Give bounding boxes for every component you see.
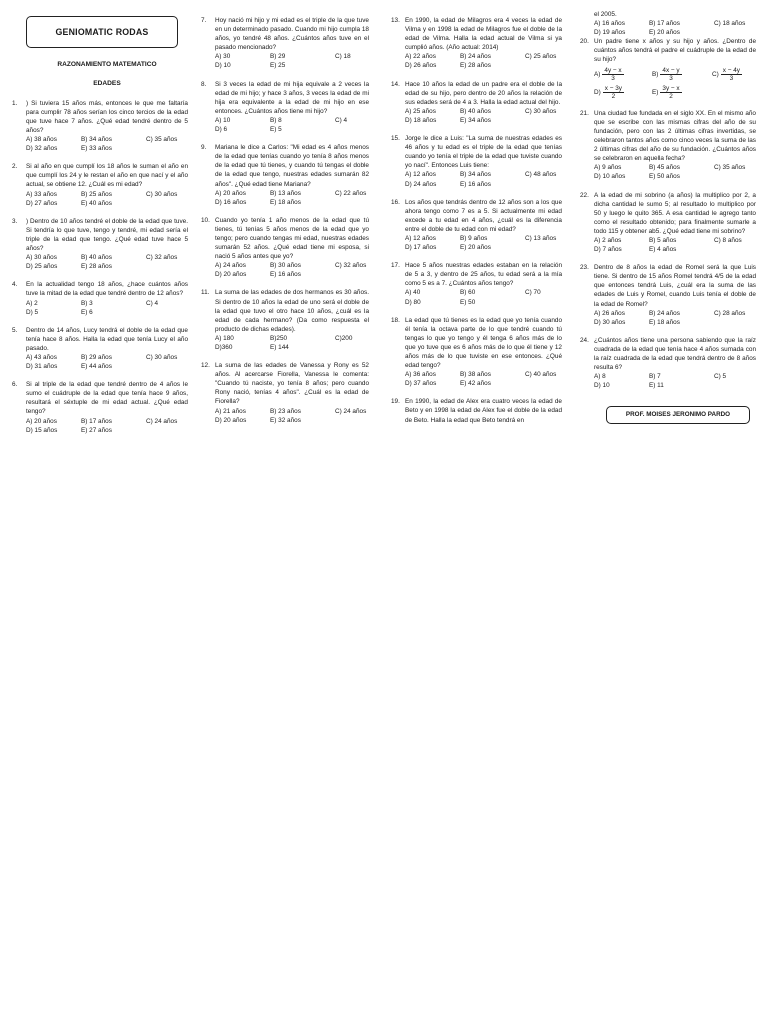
answer-options [26, 299, 188, 317]
answer-option: A) 9 años [594, 164, 622, 172]
fraction-numerator: 4y − x [604, 66, 622, 74]
answer-option: A) 2 años [594, 236, 622, 244]
answer-option: C) 40 años [525, 371, 557, 379]
answer-option: E) 16 años [270, 271, 301, 279]
answer-option: C)200 [335, 334, 353, 342]
answer-options [405, 234, 562, 252]
answer-option: B) 8 [270, 116, 282, 124]
topic-heading: EDADES [93, 80, 121, 88]
answer-option: B) 34 años [460, 171, 491, 179]
answer-option: A) 30 [215, 53, 231, 61]
column-2 [201, 16, 369, 434]
answer-option: C) 18 [335, 53, 351, 61]
answer-option: B) 30 años [270, 262, 301, 270]
answer-option: E) 32 años [270, 416, 301, 424]
answer-option: A) 20 años [26, 417, 57, 425]
author-box [606, 406, 750, 424]
answer-option: A) 21 años [215, 407, 246, 415]
answer-option: C) 48 años [525, 171, 557, 179]
answer-option: D) 20 años [215, 416, 247, 424]
question-21 [580, 109, 756, 182]
option-letter: E) [652, 88, 659, 96]
question-number: 4. [12, 281, 18, 289]
question-5 [12, 326, 188, 371]
answer-option: E) 50 [460, 298, 476, 306]
question-10 [201, 216, 369, 280]
author-name: PROF. MOISES JERONIMO PARDO [625, 410, 731, 418]
fraction [603, 85, 624, 100]
question-text: ) Si tuviera 15 años más, entonces le que me faltaría para cumplir 78 años serían los cinco tercios de la edad que tuve hace 7 años. ¿Qué edad tendré dentro de 5 años? [26, 99, 188, 134]
answer-option: B) 24 años [460, 53, 491, 61]
answer-option: B) 24 años [649, 309, 680, 317]
answer-option: C) 25 años [525, 53, 557, 61]
answer-option: C) 35 años [146, 136, 178, 144]
answer-option: D) 27 años [26, 199, 58, 207]
answer-option: E) 44 años [81, 363, 112, 371]
answer-option: C) 4 [335, 116, 348, 124]
answer-option: B) 7 [649, 373, 661, 381]
answer-options [215, 407, 369, 425]
question-number: 14. [391, 80, 400, 88]
option-letter: A) [594, 70, 601, 78]
answer-options [405, 107, 562, 125]
answer-option: E) 16 años [460, 180, 491, 188]
answer-options [26, 353, 188, 371]
fraction-option [712, 67, 762, 82]
question-text: La suma de las edades de Vanessa y Rony es 52 años. Al acercarse Fiorella, Vanessa le comenta: "Cuando tú naciste, yo tenía 8 años; pero cuando Rony nació, tenías 4 años". ¿Cuál es la edad de Fiorella? [215, 362, 369, 406]
question-text: ) Dentro de 10 años tendré el doble de la edad que tuve. Si tendría lo que tuve, tengo y tendré, mi edad sería el triple de la edad que tengo. ¿Qué edad tuve hace 5 años? [26, 217, 188, 253]
question-number: 11. [201, 289, 210, 297]
fraction-numerator: 4x − y [662, 66, 680, 74]
answer-options [215, 189, 369, 207]
answer-option: D) 80 [405, 298, 421, 306]
answer-options [405, 370, 562, 388]
question-17 [391, 261, 562, 306]
answer-options [215, 116, 369, 134]
answer-option: D) 20 años [215, 271, 247, 279]
answer-option: A) 33 años [26, 190, 57, 198]
fraction-numerator: x − 4y [722, 66, 740, 74]
answer-option: B) 45 años [649, 164, 680, 172]
exam-page [0, 10, 768, 1014]
answer-option: C) 24 años [146, 417, 178, 425]
question-number: 2. [12, 163, 18, 171]
option-letter: D) [594, 88, 601, 96]
fraction-option [594, 85, 652, 100]
fraction-denominator: 3 [669, 74, 673, 82]
option-letter: B) [652, 70, 659, 78]
answer-option: A) 22 años [405, 53, 436, 61]
answer-options [26, 253, 188, 271]
option-letter: C) [712, 70, 719, 78]
answer-options [215, 261, 369, 279]
question-text: Dentro de 14 años, Lucy tendrá el doble de la edad que tenía hace 8 años. Halla la edad que tenía Lucy el año pasado. [26, 326, 188, 352]
question-number: 7. [201, 17, 207, 24]
answer-option: D) 26 años [405, 62, 437, 70]
answer-option: D) 37 años [405, 380, 437, 388]
question-number: 15. [391, 135, 400, 143]
answer-option: D) 10 años [594, 173, 626, 181]
answer-option: E) 18 años [270, 198, 301, 206]
question-number: 21. [580, 109, 589, 117]
question-number: 8. [201, 80, 207, 88]
answer-option: A) 20 años [215, 189, 246, 197]
answer-option: E) 25 [270, 62, 286, 70]
question-14 [391, 80, 562, 125]
answer-option: D) 24 años [405, 180, 437, 188]
answer-option: E) 11 [649, 382, 664, 390]
answer-option: D) 7 años [594, 246, 622, 254]
answer-option: E) 5 [270, 126, 282, 134]
question-number: 3. [12, 217, 18, 225]
answer-option: A) 12 años [405, 234, 436, 242]
answer-option: D) 15 años [26, 426, 58, 434]
answer-option: E) 28 años [460, 62, 491, 70]
question-text: Si al año en que cumplí los 18 años le suman el año en que cumplí los 24 y le restan el año en que nací y el año actual, se obtiene 12. ¿Cuál es mi edad? [26, 163, 188, 189]
question-text: Si 3 veces la edad de mi hija equivale a 2 veces la edad de mi hijo; y hace 3 años, 3 veces la edad de mi hija era equivalente a la edad de mi hijo en ese entonces. ¿Cuántos años tiene mi hijo? [215, 80, 369, 115]
answer-option: A) 24 años [215, 262, 246, 270]
answer-option: B)250 [270, 334, 288, 342]
answer-option: C) 35 años [714, 164, 746, 172]
answer-option: D) 6 [215, 126, 228, 134]
question-16 [391, 198, 562, 253]
answer-option: A) 25 años [405, 107, 436, 115]
question-text: Hace 10 años la edad de un padre era el doble de la edad de su hijo, pero dentro de 20 años la relación de sus edades será de 4 a 3. Halla la edad actual del hijo. [405, 80, 562, 106]
answer-options [594, 372, 756, 390]
question-text: En la actualidad tengo 18 años, ¿hace cuántos años tuve la mitad de la edad que tendré dentro de 12 años? [26, 281, 188, 298]
answer-option: B) 23 años [270, 407, 301, 415]
answer-option: C) 30 años [146, 190, 178, 198]
column-3 [391, 16, 562, 434]
answer-option: A) 38 años [26, 136, 57, 144]
answer-option: E) 20 años [649, 29, 680, 37]
answer-option: D) 32 años [26, 145, 58, 153]
fraction-denominator: 3 [611, 74, 615, 82]
question-text: En 1990, la edad de Milagros era 4 veces la edad de Vilma y en 1998 la edad de Milagros fue el doble de la edad de Vilma. Halla la edad actual de Vilma si ya cumplió años. (Año actual: 2014) [405, 17, 562, 52]
answer-option: D) 19 años [594, 29, 626, 37]
answer-option: B) 17 años [649, 20, 680, 28]
question-number: 22. [580, 191, 589, 199]
answer-option: E) 42 años [460, 380, 491, 388]
fraction-option [652, 85, 712, 100]
answer-options [215, 334, 369, 352]
answer-option: B) 3 [81, 299, 93, 307]
fraction [721, 67, 742, 82]
question-3 [12, 217, 188, 272]
answer-options [405, 170, 562, 188]
answer-option: E) 20 años [460, 244, 491, 252]
question-number: 9. [201, 144, 207, 152]
fraction-denominator: 3 [729, 74, 734, 82]
question-text: Si al triple de la edad que tendré dentro de 4 años le sumo el cuádruple de la edad que tenía hace 9 años, resultará el séxtuple de mi edad actual. ¿Qué edad tengo? [26, 381, 188, 416]
answer-option: B) 40 años [81, 254, 112, 262]
school-title-box [26, 16, 178, 48]
answer-option: A) 40 [405, 289, 421, 297]
answer-option: C) 32 años [335, 262, 367, 270]
question-1 [12, 99, 188, 154]
fraction-numerator: 3y − x [662, 84, 680, 92]
question-12 [201, 361, 369, 425]
answer-options [215, 52, 369, 70]
question-text: Dentro de 8 años la edad de Romel será la que Luis tiene. Si dentro de 15 años Romel tendrá 4/5 de la edad que entonces tendrá Luis, ¿cuál era la suma de las edades de Luis y Romel, cuando Luis tenía el doble de la edad de Romel? [594, 264, 756, 308]
column-4 [580, 10, 756, 424]
fraction-option [594, 67, 652, 82]
answer-option: A) 2 [26, 299, 38, 307]
answer-option: C) 18 años [714, 20, 746, 28]
question-text: Una ciudad fue fundada en el siglo XX. En el mismo año que se escribe con las mismas cifras del año de su fundación, pero con las 2 últimas cifras invertidas, se celebraron tantos años como cinco veces la suma de las 2 últimas cifras del año de su fundación. ¿Cuántos años se celebraron en aquella fecha? [594, 109, 756, 163]
answer-option: A) 8 [594, 373, 606, 381]
fraction-denominator: 2 [669, 92, 673, 100]
answer-option: C) 30 años [146, 353, 178, 361]
question-text: La edad que tú tienes es la edad que yo tenía cuando él tenía la octava parte de lo que tendré cuando tú tengas lo que yo tengo y él tenga 6 años más de lo que yo tuve que es 6 años más de lo que él tiene y 12 años más de lo que tuviste en ese entonces. ¿Qué edad tengo? [405, 316, 562, 370]
answer-option: E) 27 años [81, 426, 112, 434]
answer-option: D) 25 años [26, 263, 58, 271]
answer-option: B) 29 años [81, 353, 112, 361]
fraction-numerator: x − 3y [604, 84, 622, 92]
answer-option: E) 40 años [81, 199, 112, 207]
question-23 [580, 263, 756, 327]
answer-options [405, 52, 562, 70]
answer-options [594, 309, 756, 327]
question-22 [580, 191, 756, 255]
fraction [602, 67, 623, 82]
answer-option: D) 31 años [26, 363, 58, 371]
question-7 [201, 16, 369, 71]
question-text: La suma de las edades de dos hermanos es 30 años. Si dentro de 10 años la edad de uno será el doble de la edad que tuvo el otro hace 10 años, ¿cuál es la edad de cada hermano? (Da como respuesta el producto de dichas edades). [215, 289, 369, 333]
answer-option: E) 4 años [649, 246, 677, 254]
answer-option: C) 8 años [714, 236, 742, 244]
answer-option: B) 60 [460, 289, 476, 297]
question-number: 17. [391, 262, 400, 270]
question-text: ¿Cuántos años tiene una persona sabiendo que la raíz cuadrada de la edad que tenía hace 4 años sumada con la raíz cuadrada de la edad que tendrá dentro de 8 años resulta 6? [594, 336, 756, 372]
question-9 [201, 143, 369, 207]
question-number: 20. [580, 38, 589, 46]
question-13 [391, 16, 562, 71]
question-cont [580, 10, 756, 37]
answer-option: D)360 [215, 344, 233, 351]
question-19 [391, 397, 562, 424]
question-8 [201, 80, 369, 135]
subject-heading: RAZONAMIENTO MATEMATICO [57, 61, 157, 68]
question-number: 16. [391, 198, 400, 206]
answer-options [26, 190, 188, 208]
question-text: Los años que tendrás dentro de 12 años son a los que ahora tengo como 7 es a 5. Si actualmente mi edad excede a tu edad en 4 años, ¿cuál es la diferencia entre el doble de tu edad con mi edad? [405, 198, 562, 233]
question-number: 23. [580, 264, 589, 272]
answer-option: A) 36 años [405, 371, 436, 379]
question-text: Jorge le dice a Luis: "La suma de nuestras edades es 46 años y tu edad es el triple de la edad que tenías cuando yo tenía el triple de la edad que tuviste cuando yo nací". Entonces Luis tiene: [405, 135, 562, 170]
question-number: 13. [391, 17, 400, 24]
answer-option: C) 30 años [525, 107, 557, 115]
answer-option: B) 5 años [649, 236, 677, 244]
question-number: 24. [580, 336, 589, 344]
answer-option: C) 13 años [525, 234, 557, 242]
answer-option: D) 30 años [594, 318, 626, 326]
answer-option: B) 29 [270, 53, 286, 61]
answer-option: B) 34 años [81, 136, 112, 144]
question-11 [201, 288, 369, 352]
answer-option: E) 144 [270, 344, 289, 351]
answer-option: C) 70 [525, 289, 541, 297]
answer-option: B) 9 años [460, 234, 488, 242]
answer-options [594, 236, 756, 254]
question-text: Mariana le dice a Carlos: "Mi edad es 4 años menos de la edad que tenías cuando yo tenía 8 años menos de la edad que tú tienes, y cuando tú tengas el doble de la edad que tengo, nuestras edades sumarán 82 años". ¿Qué edad tiene Mariana? [215, 144, 369, 188]
answer-option: C) 4 [146, 299, 159, 307]
answer-option: D) 17 años [405, 244, 437, 252]
answer-option: A) 10 [215, 116, 231, 124]
answer-option: A) 16 años [594, 20, 625, 28]
question-text: Hace 5 años nuestras edades estaban en la relación de 5 a 3, y dentro de 25 años, tu edad será a la mía como 5 es a 7. ¿Cuántos años tengo? [405, 262, 562, 288]
answer-option: A) 180 [215, 334, 234, 342]
question-number: 18. [391, 316, 400, 324]
fraction-option [652, 67, 712, 82]
fraction [660, 85, 681, 100]
answer-option: A) 30 años [26, 254, 57, 262]
answer-options [594, 163, 756, 181]
answer-option: D) 5 [26, 308, 39, 316]
answer-option: D) 18 años [405, 116, 437, 124]
answer-options [594, 19, 756, 37]
question-18 [391, 316, 562, 389]
answer-option: C) 24 años [335, 407, 367, 415]
question-number: 12. [201, 362, 210, 370]
answer-option: E) 18 años [649, 318, 680, 326]
answer-option: E) 33 años [81, 145, 112, 153]
answer-option: E) 6 [81, 308, 93, 316]
answer-option: B) 13 años [270, 189, 301, 197]
answer-option: D) 10 [594, 382, 610, 390]
question-text: Hoy nació mi hijo y mi edad es el triple de la que tuve en un determinado pasado. Cuando mi hijo cumpla 18 años, yo tendré 48 años. ¿Cuántos años tuve en el pasado mencionado? [215, 17, 369, 52]
answer-option: B) 17 años [81, 417, 112, 425]
question-15 [391, 134, 562, 189]
answer-option: D) 16 años [215, 198, 247, 206]
question-2 [12, 162, 188, 207]
answer-options [26, 417, 188, 435]
question-4 [12, 280, 188, 316]
answer-option: E) 50 años [649, 173, 680, 181]
question-6 [12, 380, 188, 435]
answer-options [26, 135, 188, 153]
answer-option: A) 26 años [594, 309, 625, 317]
school-title: GENIOMATIC RODAS [55, 26, 149, 37]
fraction-options [594, 67, 756, 100]
column-1 [12, 16, 188, 444]
fraction [660, 67, 681, 82]
answer-option: E) 28 años [81, 263, 112, 271]
question-text: Cuando yo tenía 1 año menos de la edad que tú tienes, tú tenías 5 años menos de la edad que yo tengo; pero cuando tengas mi edad, nuestras edades sumarán 52 años. ¿Qué edad tiene mi esposa, si nació 5 años antes que yo? [215, 216, 369, 261]
answer-option: C) 5 [714, 373, 727, 381]
question-text: En 1990, la edad de Alex era cuatro veces la edad de Beto y en 1998 la edad de Alex fue el doble de la edad de Beto. Halla la edad que Beto tendrá en [405, 398, 562, 424]
answer-option: C) 22 años [335, 189, 367, 197]
answer-option: A) 12 años [405, 171, 436, 179]
answer-option: C) 32 años [146, 254, 178, 262]
question-number: 1. [12, 99, 18, 107]
question-text: el 2005. [594, 11, 617, 18]
answer-options [405, 288, 562, 306]
answer-option: C) 28 años [714, 309, 746, 317]
question-text: Un padre tiene x años y su hijo y años. ¿Dentro de cuántos años tendrá el padre el cuádruple de la edad de su hijo? [594, 38, 756, 64]
answer-option: E) 34 años [460, 116, 491, 124]
answer-option: A) 43 años [26, 353, 57, 361]
question-number: 5. [12, 326, 18, 334]
question-number: 10. [201, 216, 210, 224]
question-24 [580, 336, 756, 391]
answer-option: D) 10 [215, 62, 231, 70]
answer-option: B) 40 años [460, 107, 491, 115]
question-text: A la edad de mi sobrino (a años) la multiplico por 2, a dicha cantidad le sumo 5; al resultado lo multiplico por 50 y luego le quito 365. A esa cantidad le agrego tanto como el resultado obtenido; para finalmente sumarle a todo 115 y obtener ab5. ¿Qué edad tiene mi sobrino? [594, 191, 756, 235]
question-20 [580, 37, 756, 99]
question-number: 19. [391, 398, 400, 406]
fraction-denominator: 2 [611, 92, 616, 100]
answer-option: B) 38 años [460, 371, 491, 379]
answer-option: B) 25 años [81, 190, 112, 198]
question-number: 6. [12, 381, 18, 389]
